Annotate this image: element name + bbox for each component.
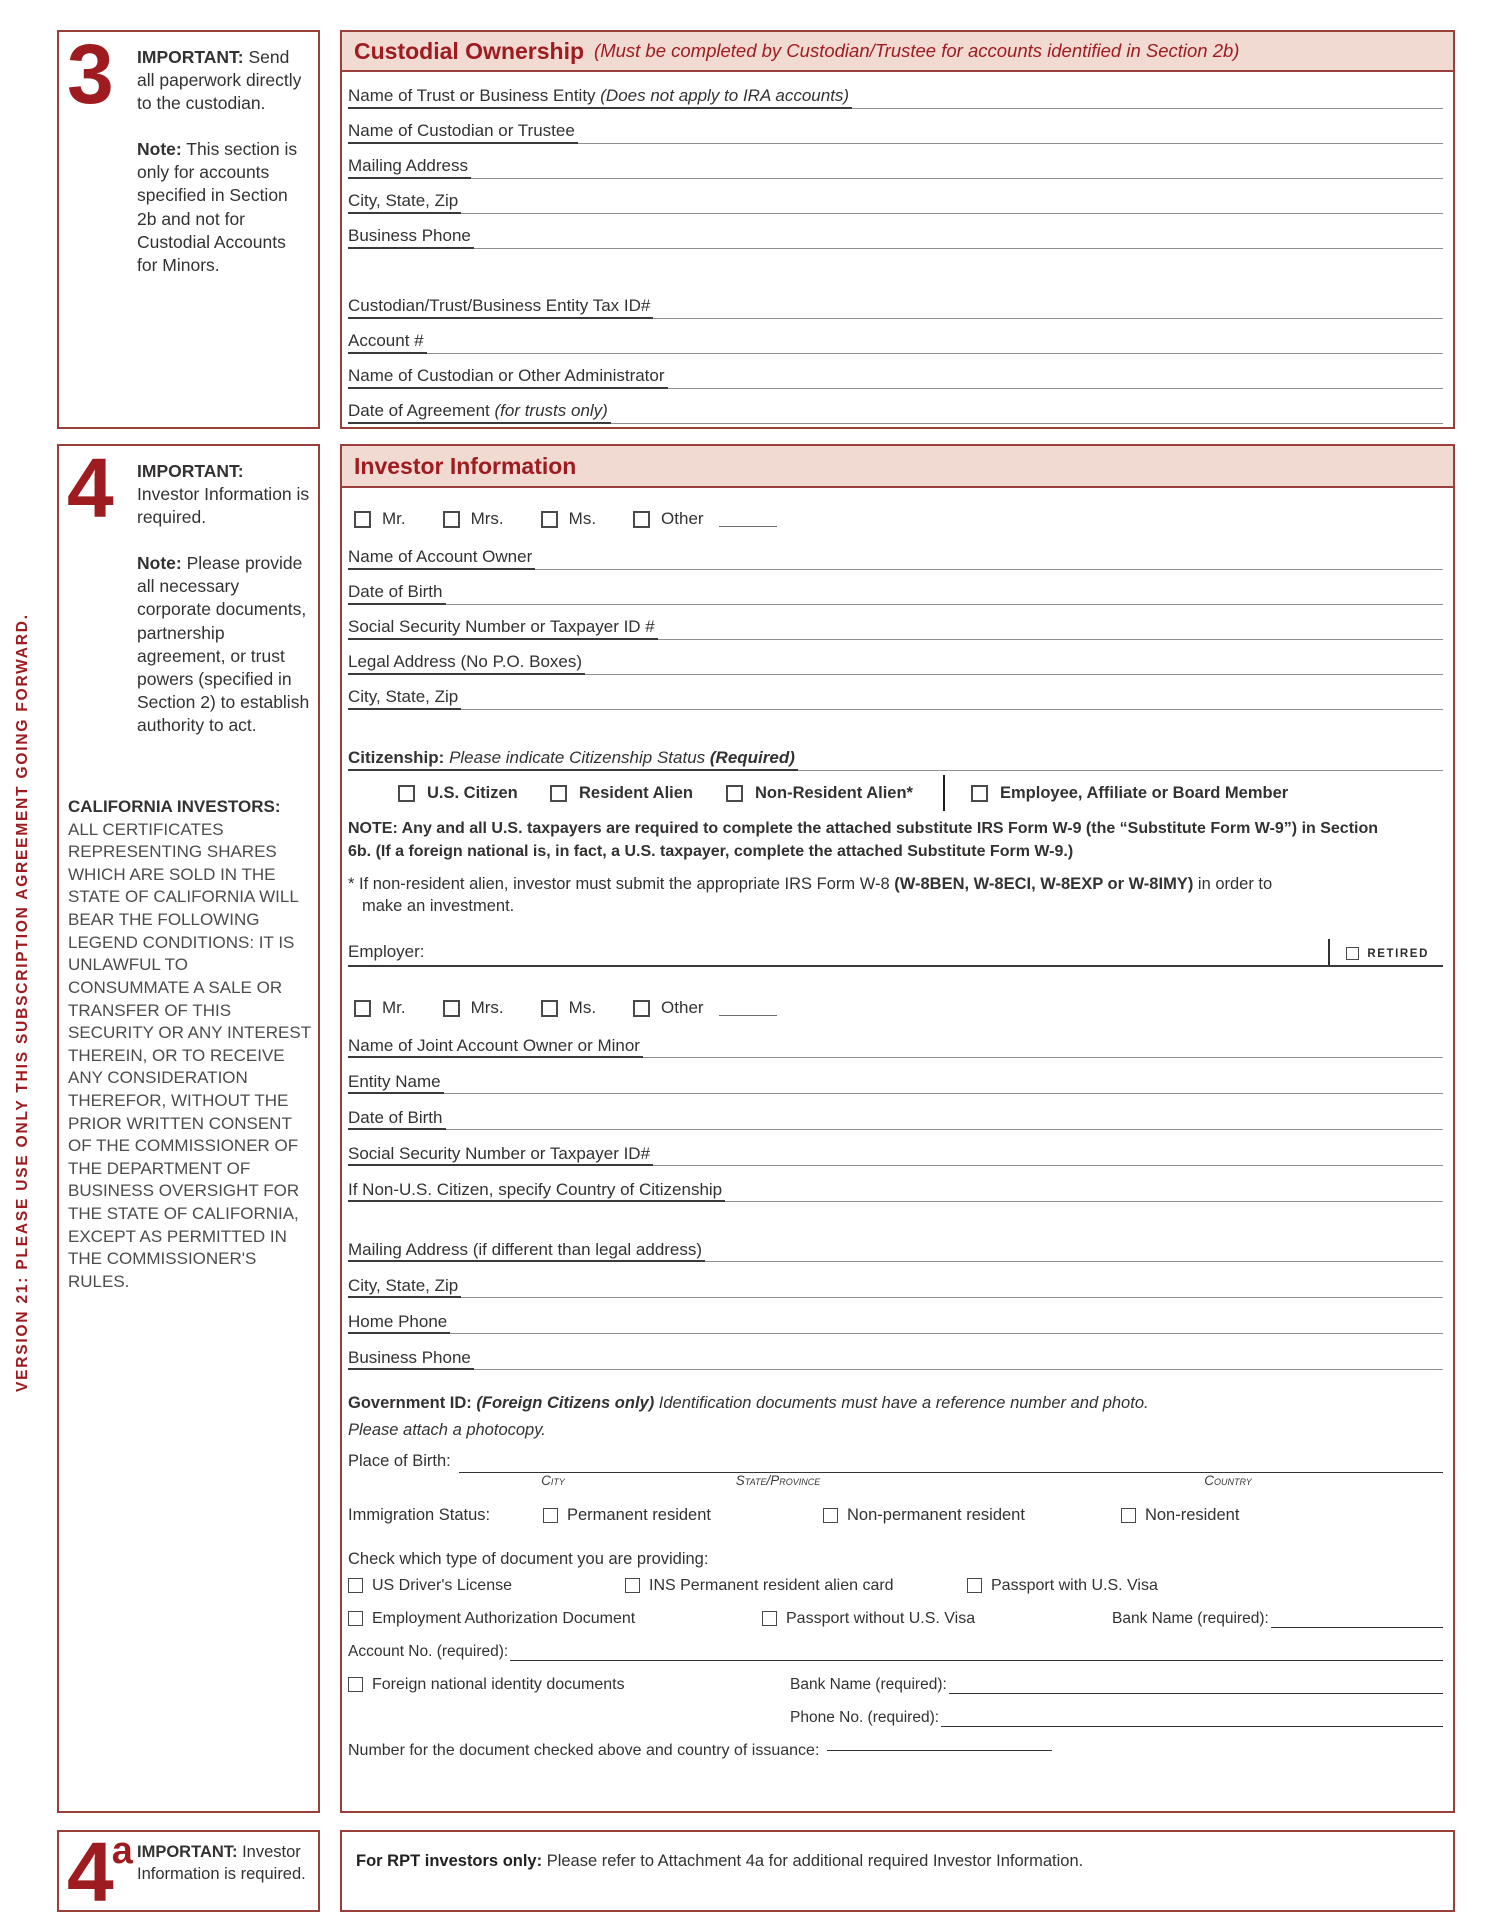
field-account-number	[348, 319, 1443, 354]
section4-important-note: IMPORTANT: Investor Information is required.	[137, 461, 310, 528]
input-line[interactable]	[611, 423, 1443, 424]
citizenship-instruction: Please indicate Citizenship Status	[444, 748, 710, 768]
account-number-row	[348, 1635, 1443, 1668]
field-label: Name of Custodian or Other Administrator	[348, 366, 665, 386]
input-line[interactable]	[471, 178, 1443, 179]
field-label: Entity Name	[348, 1071, 441, 1091]
input-line[interactable]	[444, 1093, 1443, 1094]
input-line[interactable]	[852, 108, 1443, 109]
joint-mrs-checkbox[interactable]	[443, 1000, 460, 1017]
non-resident-alien-label: Non-Resident Alien*	[755, 783, 913, 802]
section4a-number-col	[67, 1825, 137, 1919]
passport-without-visa-checkbox[interactable]	[762, 1611, 777, 1626]
version-note: VERSION 21: PLEASE USE ONLY THIS SUBSCRIPTION AGREEMENT GOING FORWARD.	[14, 613, 31, 1392]
us-citizen-label: U.S. Citizen	[427, 783, 518, 802]
field-label: Social Security Number or Taxpayer ID#	[348, 1143, 651, 1163]
field-label: Mailing Address (if different than legal address)	[348, 1239, 703, 1259]
field-ssn-taxpayer-id	[348, 605, 1443, 640]
employment-authorization-label: Employment Authorization Document	[372, 1609, 636, 1627]
place-of-birth-sublabels	[348, 1473, 1443, 1491]
custodial-ownership-title: Custodial Ownership	[354, 37, 585, 64]
input-line	[798, 770, 1443, 771]
input-line[interactable]	[461, 1297, 1443, 1298]
document-type-row1	[348, 1569, 1443, 1602]
field-note: (for trusts only)	[489, 401, 608, 421]
field-trust-entity-name	[348, 72, 1443, 109]
document-number-label: Number for the document checked above and country of issuance:	[348, 1741, 820, 1759]
citizenship-divider	[943, 775, 945, 811]
section4-sidebar-text	[137, 456, 310, 760]
input-line[interactable]	[578, 143, 1443, 144]
section4a-rpt-investors	[340, 1830, 1455, 1912]
section3-sidebar-text	[137, 42, 310, 300]
field-city-state-zip	[348, 179, 1443, 214]
field-label: Social Security Number or Taxpayer ID #	[348, 617, 655, 637]
mr-label: Mr.	[382, 509, 406, 528]
employee-affiliate-label: Employee, Affiliate or Board Member	[999, 783, 1289, 802]
ins-alien-card-label: INS Permanent resident alien card	[649, 1576, 894, 1594]
citizenship-label: Citizenship:	[348, 748, 445, 768]
field-mailing-address-alt	[348, 1226, 1443, 1262]
w8-note: * If non-resident alien, investor must submit the appropriate IRS Form W-8 (W-8BEN, W-8ECI, W-8EXP or W-8IMY) in order to make an investment.	[348, 874, 1273, 916]
field-label: City, State, Zip	[348, 687, 459, 707]
joint-other-title-input-line[interactable]	[719, 1001, 777, 1016]
phone-number-row	[348, 1701, 1443, 1734]
field-label: Home Phone	[348, 1311, 448, 1331]
section4-note: Note: Please provide all necessary corporate documents, partnership agreement, or trust powers (specified in Section 2) to establish authority to act.	[137, 553, 310, 735]
joint-ms-checkbox[interactable]	[541, 1000, 558, 1017]
input-line[interactable]	[446, 604, 1444, 605]
passport-without-visa-label: Passport without U.S. Visa	[786, 1609, 976, 1627]
phone-no-input-line[interactable]	[941, 1726, 1443, 1727]
section4a-sidebar	[57, 1825, 320, 1919]
field-home-phone	[348, 1298, 1443, 1334]
section3-note: Note: This section is only for accounts specified in Section 2b and not for Custodial Accounts for Minors.	[137, 139, 298, 275]
employer-row	[348, 934, 1443, 967]
joint-ms-label: Ms.	[568, 998, 597, 1018]
foreign-national-id-label: Foreign national identity documents	[372, 1675, 625, 1693]
section4-number: 4	[67, 441, 112, 535]
joint-other-label: Other	[661, 998, 704, 1018]
rpt-investors-note: For RPT investors only: Please refer to Attachment 4a for additional required Investor Information.	[356, 1852, 1084, 1870]
field-date-of-birth	[348, 570, 1443, 605]
input-line[interactable]	[653, 1165, 1443, 1166]
joint-mr-checkbox[interactable]	[354, 1000, 371, 1017]
field-label: Date of Birth	[348, 1107, 443, 1127]
field-city-state-zip-alt	[348, 1262, 1443, 1298]
field-tax-id	[348, 284, 1443, 319]
mrs-checkbox[interactable]	[443, 511, 460, 528]
investor-information-header	[342, 446, 1453, 488]
input-line[interactable]	[725, 1201, 1443, 1202]
state-province-sublabel: State/Province	[735, 1473, 821, 1489]
section4-investor-information	[340, 444, 1455, 1813]
custodial-ownership-subtitle: (Must be completed by Custodian/Trustee for accounts identified in Section 2b)	[594, 40, 1240, 61]
foreign-national-id-checkbox[interactable]	[348, 1677, 363, 1692]
mrs-label: Mrs.	[470, 509, 504, 528]
joint-mrs-label: Mrs.	[470, 998, 504, 1018]
section4a-sidebar-text	[137, 1840, 310, 1906]
california-investors-notice: CALIFORNIA INVESTORS: ALL CERTIFICATES REPRESENTING SHARES WHICH ARE SOLD IN THE STATE OF CALIFORNIA WILL BEAR THE FOLLOWING LEGEND CONDITIONS: IT IS UNLAWFUL TO CONSUMMATE A SALE OR TRANSFER OF THIS SECURITY OR ANY INTEREST THEREIN, OR TO RECEIVE ANY CONSIDERATION THEREFOR, WITHOUT THE PRIOR WRITTEN CONSENT OF THE COMMISSIONER OF THE DEPARTMENT OF BUSINESS OVERSIGHT FOR THE STATE OF CALIFORNIA, EXCEPT AS PERMITTED IN THE COMMISSIONER'S RULES.	[68, 797, 311, 1291]
employer-label: Employer:	[348, 942, 425, 962]
field-business-phone	[348, 214, 1443, 249]
retired-checkbox[interactable]	[1346, 947, 1359, 960]
bank-name-label2: Bank Name (required):	[790, 1675, 947, 1693]
field-label: Date of Agreement	[348, 401, 490, 421]
field-entity-name	[348, 1058, 1443, 1094]
field-legal-address	[348, 640, 1443, 675]
place-of-birth-row	[348, 1443, 1443, 1473]
field-custodian-administrator-name	[348, 354, 1443, 389]
field-label: City, State, Zip	[348, 1275, 459, 1295]
government-id-instructions: Government ID: (Foreign Citizens only) Identification documents must have a reference number and photo. Please attach a photocopy.	[348, 1394, 1149, 1439]
place-of-birth-label: Place of Birth:	[348, 1452, 451, 1471]
immigration-status-label: Immigration Status:	[348, 1505, 491, 1524]
input-line[interactable]	[658, 639, 1443, 640]
section3-number: 3	[67, 27, 112, 121]
owner-title-checkboxes	[348, 505, 1443, 533]
non-resident-label: Non-resident	[1144, 1505, 1240, 1524]
government-id-label: Government ID:	[348, 1394, 472, 1413]
document-type-row3	[348, 1668, 1443, 1701]
us-citizen-checkbox[interactable]	[398, 785, 415, 802]
field-business-phone	[348, 1334, 1443, 1370]
field-label: Name of Trust or Business Entity	[348, 86, 596, 106]
non-resident-checkbox[interactable]	[1121, 1508, 1136, 1523]
input-line[interactable]	[461, 709, 1443, 710]
non-resident-alien-checkbox[interactable]	[726, 785, 743, 802]
joint-mr-label: Mr.	[382, 998, 406, 1018]
section3-important-note: IMPORTANT: Send all paperwork directly to the custodian.	[137, 47, 302, 114]
field-label: City, State, Zip	[348, 191, 459, 211]
rpt-investors-label: For RPT investors only:	[356, 1852, 543, 1870]
phone-no-label: Phone No. (required):	[790, 1708, 940, 1726]
joint-title-checkboxes	[348, 994, 1443, 1022]
field-note: (Does not apply to IRA accounts)	[595, 86, 850, 106]
field-label: Legal Address (No P.O. Boxes)	[348, 652, 583, 672]
field-label: Business Phone	[348, 1347, 471, 1367]
retired-label: RETIRED	[1367, 947, 1429, 960]
field-label: Date of Birth	[348, 582, 443, 602]
section4a-important-note: IMPORTANT: Investor Information is required.	[137, 1843, 306, 1883]
document-number-row	[348, 1734, 1443, 1767]
permanent-resident-checkbox[interactable]	[543, 1508, 558, 1523]
passport-with-visa-label: Passport with U.S. Visa	[991, 1576, 1158, 1594]
field-label: Account #	[348, 331, 424, 351]
immigration-status-row	[348, 1501, 1443, 1529]
input-line[interactable]	[427, 353, 1443, 354]
field-label: If Non-U.S. Citizen, specify Country of Citizenship	[348, 1179, 723, 1199]
city-sublabel: City	[541, 1473, 565, 1489]
input-line[interactable]	[474, 1369, 1443, 1370]
field-label: Name of Custodian or Trustee	[348, 121, 575, 141]
citizenship-heading	[348, 736, 1443, 771]
other-label: Other	[661, 509, 704, 528]
field-account-owner-name	[348, 533, 1443, 570]
retired-option	[1330, 947, 1443, 965]
field-joint-owner-name	[348, 1022, 1443, 1058]
section3-sidebar	[57, 27, 320, 429]
resident-alien-label: Resident Alien	[579, 783, 693, 802]
investor-information-title: Investor Information	[354, 452, 577, 479]
bank-name-input-line[interactable]	[1271, 1627, 1443, 1628]
field-mailing-address	[348, 144, 1443, 179]
input-line[interactable]	[535, 569, 1443, 570]
field-joint-ssn-taxpayer-id	[348, 1130, 1443, 1166]
input-line[interactable]	[585, 674, 1443, 675]
input-line[interactable]	[705, 1261, 1443, 1262]
ins-alien-card-checkbox[interactable]	[625, 1578, 640, 1593]
document-type-row2	[348, 1602, 1443, 1635]
field-country-of-citizenship	[348, 1166, 1443, 1202]
ms-checkbox[interactable]	[541, 511, 558, 528]
employee-affiliate-checkbox[interactable]	[971, 785, 988, 802]
bank-name-label: Bank Name (required):	[1112, 1609, 1269, 1627]
section3-number-col	[67, 27, 137, 300]
field-city-state-zip	[348, 675, 1443, 710]
citizenship-required: (Required)	[709, 748, 795, 768]
country-sublabel: Country	[1204, 1473, 1252, 1489]
field-joint-date-of-birth	[348, 1094, 1443, 1130]
section4a-number: 4$^a$	[67, 1825, 133, 1919]
section3-custodial-ownership	[340, 30, 1455, 429]
other-title-checkbox[interactable]	[633, 511, 650, 528]
us-drivers-license-checkbox[interactable]	[348, 1578, 363, 1593]
field-label: Name of Joint Account Owner or Minor	[348, 1035, 640, 1055]
input-line[interactable]	[461, 213, 1443, 214]
input-line[interactable]	[446, 1129, 1444, 1130]
input-line[interactable]	[450, 1333, 1443, 1334]
account-no-input-line[interactable]	[510, 1660, 1443, 1661]
mr-checkbox[interactable]	[354, 511, 371, 528]
input-line[interactable]	[643, 1057, 1443, 1058]
joint-other-title-checkbox[interactable]	[633, 1000, 650, 1017]
w9-note: NOTE: Any and all U.S. taxpayers are required to complete the attached substitute IRS Form W-9 (the “Substitute Form W-9”) in Section 6b. (If a foreign national is, in fact, a U.S. taxpayer, complete the attached Substitute Form W-9.)	[348, 820, 1379, 861]
field-label: Custodian/Trust/Business Entity Tax ID#	[348, 296, 651, 316]
us-drivers-license-label: US Driver's License	[372, 1576, 512, 1594]
employment-authorization-checkbox[interactable]	[348, 1611, 363, 1626]
document-number-input-line[interactable]	[827, 1750, 1052, 1751]
other-title-input-line[interactable]	[719, 512, 777, 527]
input-line[interactable]	[653, 318, 1443, 319]
section4-number-col	[67, 441, 137, 760]
document-type-heading: Check which type of document you are providing:	[348, 1550, 709, 1569]
input-line[interactable]	[668, 388, 1443, 389]
section4-sidebar	[57, 441, 320, 1813]
account-no-label: Account No. (required):	[348, 1642, 509, 1660]
ms-label: Ms.	[568, 509, 597, 528]
bank-name-input-line2[interactable]	[949, 1693, 1443, 1694]
custodial-ownership-header	[342, 32, 1453, 72]
field-label: Mailing Address	[348, 156, 469, 176]
field-date-of-agreement	[348, 389, 1443, 424]
citizenship-options	[348, 779, 1443, 807]
field-label: Business Phone	[348, 226, 471, 246]
field-custodian-trustee-name	[348, 109, 1443, 144]
permanent-resident-label: Permanent resident	[567, 1505, 711, 1524]
non-permanent-resident-checkbox[interactable]	[823, 1508, 838, 1523]
field-label: Name of Account Owner	[348, 547, 533, 567]
non-permanent-resident-label: Non-permanent resident	[847, 1505, 1025, 1524]
input-line[interactable]	[474, 248, 1443, 249]
passport-with-visa-checkbox[interactable]	[967, 1578, 982, 1593]
resident-alien-checkbox[interactable]	[550, 785, 567, 802]
